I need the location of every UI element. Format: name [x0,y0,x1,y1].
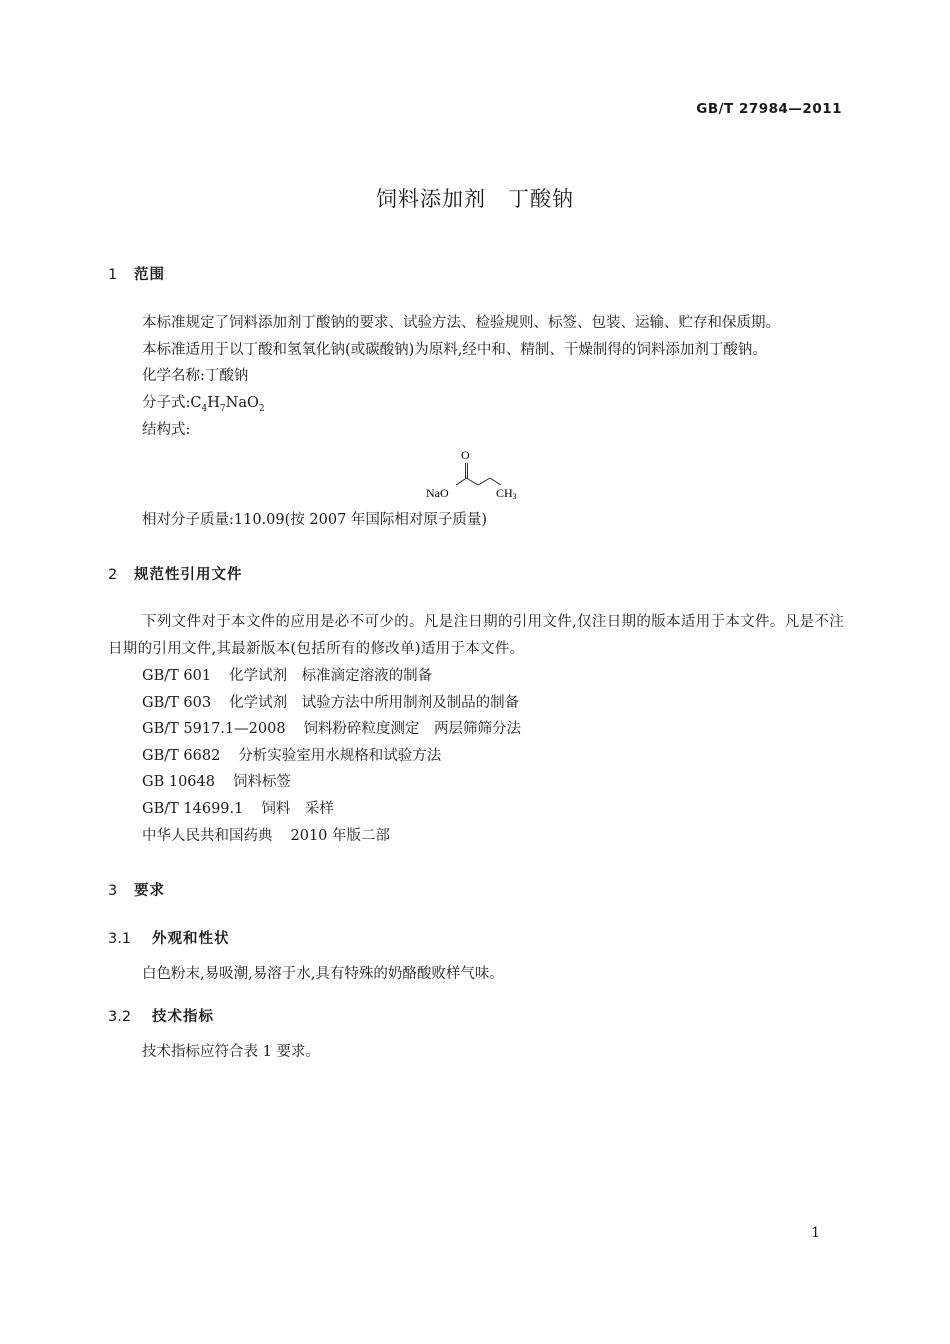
structure-oxygen-label: O [461,448,470,462]
section-number: 2 [108,567,118,583]
section-3-heading [108,879,165,900]
standard-code: GB/T 27984—2011 [696,101,842,117]
page-number: 1 [811,1225,820,1241]
reference-code: GB 10648 [142,774,215,790]
formula-h: H [207,395,220,411]
reference-title: 2010 年版二部 [290,828,391,844]
reference-item [142,772,291,792]
normative-references-intro: 下列文件对于本文件的应用是必不可少的。凡是注日期的引用文件,仅注日期的版本适用于本文件。凡是不注日期的引用文件,其最新版本(包括所有的修改单)适用于本文件。 [108,614,844,657]
reference-title: 化学试剂 标准滴定溶液的制备 [229,668,433,684]
structure-label: 结构式: [142,422,191,438]
reference-item [142,746,441,766]
reference-title: 饲料粉碎粒度测定 两层筛筛分法 [303,721,522,737]
structural-formula [420,444,530,504]
formula-label: 分子式: [142,395,191,411]
subsection-title: 外观和性状 [152,931,230,947]
relative-molecular-mass: 相对分子质量:110.09(按 2007 年国际相对原子质量) [142,512,488,528]
technical-indicators-text: 技术指标应符合表 1 要求。 [142,1044,320,1060]
reference-code: GB/T 14699.1 [142,801,244,817]
structure-nao-label: NaO [426,486,449,500]
reference-title: 分析实验室用水规格和试验方法 [238,748,442,764]
section-1-heading [108,263,165,284]
section-title: 要求 [134,883,165,899]
reference-item [142,666,432,686]
reference-code: GB/T 603 [142,695,212,711]
reference-title: 饲料 采样 [261,801,334,817]
chemical-name: 化学名称:丁酸钠 [142,368,249,384]
reference-title: 饲料标签 [232,774,291,790]
section-2-heading [108,563,243,584]
molecular-formula [142,393,265,419]
reference-code: GB/T 5917.1—2008 [142,721,286,737]
subsection-3-2-heading [108,1005,214,1026]
section-number: 3 [108,883,118,899]
subsection-title: 技术指标 [152,1009,214,1025]
reference-item [142,719,521,739]
structure-ch3-label [496,486,517,501]
scope-paragraph-2: 本标准适用于以丁酸和氢氧化钠(或碳酸钠)为原料,经中和、精制、干燥制得的饲料添加剂丁酸钠。 [142,342,767,358]
section-number: 1 [108,267,118,283]
formula-h-sub: 7 [219,403,226,414]
formula-c-sub: 4 [201,403,208,414]
formula-o-sub: 2 [258,403,265,414]
reference-item [142,799,334,819]
reference-code: GB/T 6682 [142,748,221,764]
reference-title: 化学试剂 试验方法中所用制剂及制品的制备 [229,695,520,711]
reference-item [142,826,390,846]
subsection-number: 3.2 [108,1009,132,1025]
section-title: 规范性引用文件 [134,567,243,583]
formula-nao: NaO [225,395,259,411]
document-title: 饲料添加剂 丁酸钠 [376,187,574,211]
appearance-text: 白色粉末,易吸潮,易溶于水,具有特殊的奶酪酸败样气味。 [142,966,504,982]
subsection-3-1-heading [108,927,230,948]
structure-ch: CH [496,486,513,500]
subsection-number: 3.1 [108,931,132,947]
scope-paragraph-1: 本标准规定了饲料添加剂丁酸钠的要求、试验方法、检验规则、标签、包装、运输、贮存和保质期。 [142,315,780,331]
structure-ch3-sub: 3 [512,492,517,501]
reference-code: 中华人民共和国药典 [142,828,273,844]
reference-item [142,693,519,713]
reference-code: GB/T 601 [142,668,212,684]
formula-c: C [190,395,202,411]
section-title: 范围 [134,267,165,283]
